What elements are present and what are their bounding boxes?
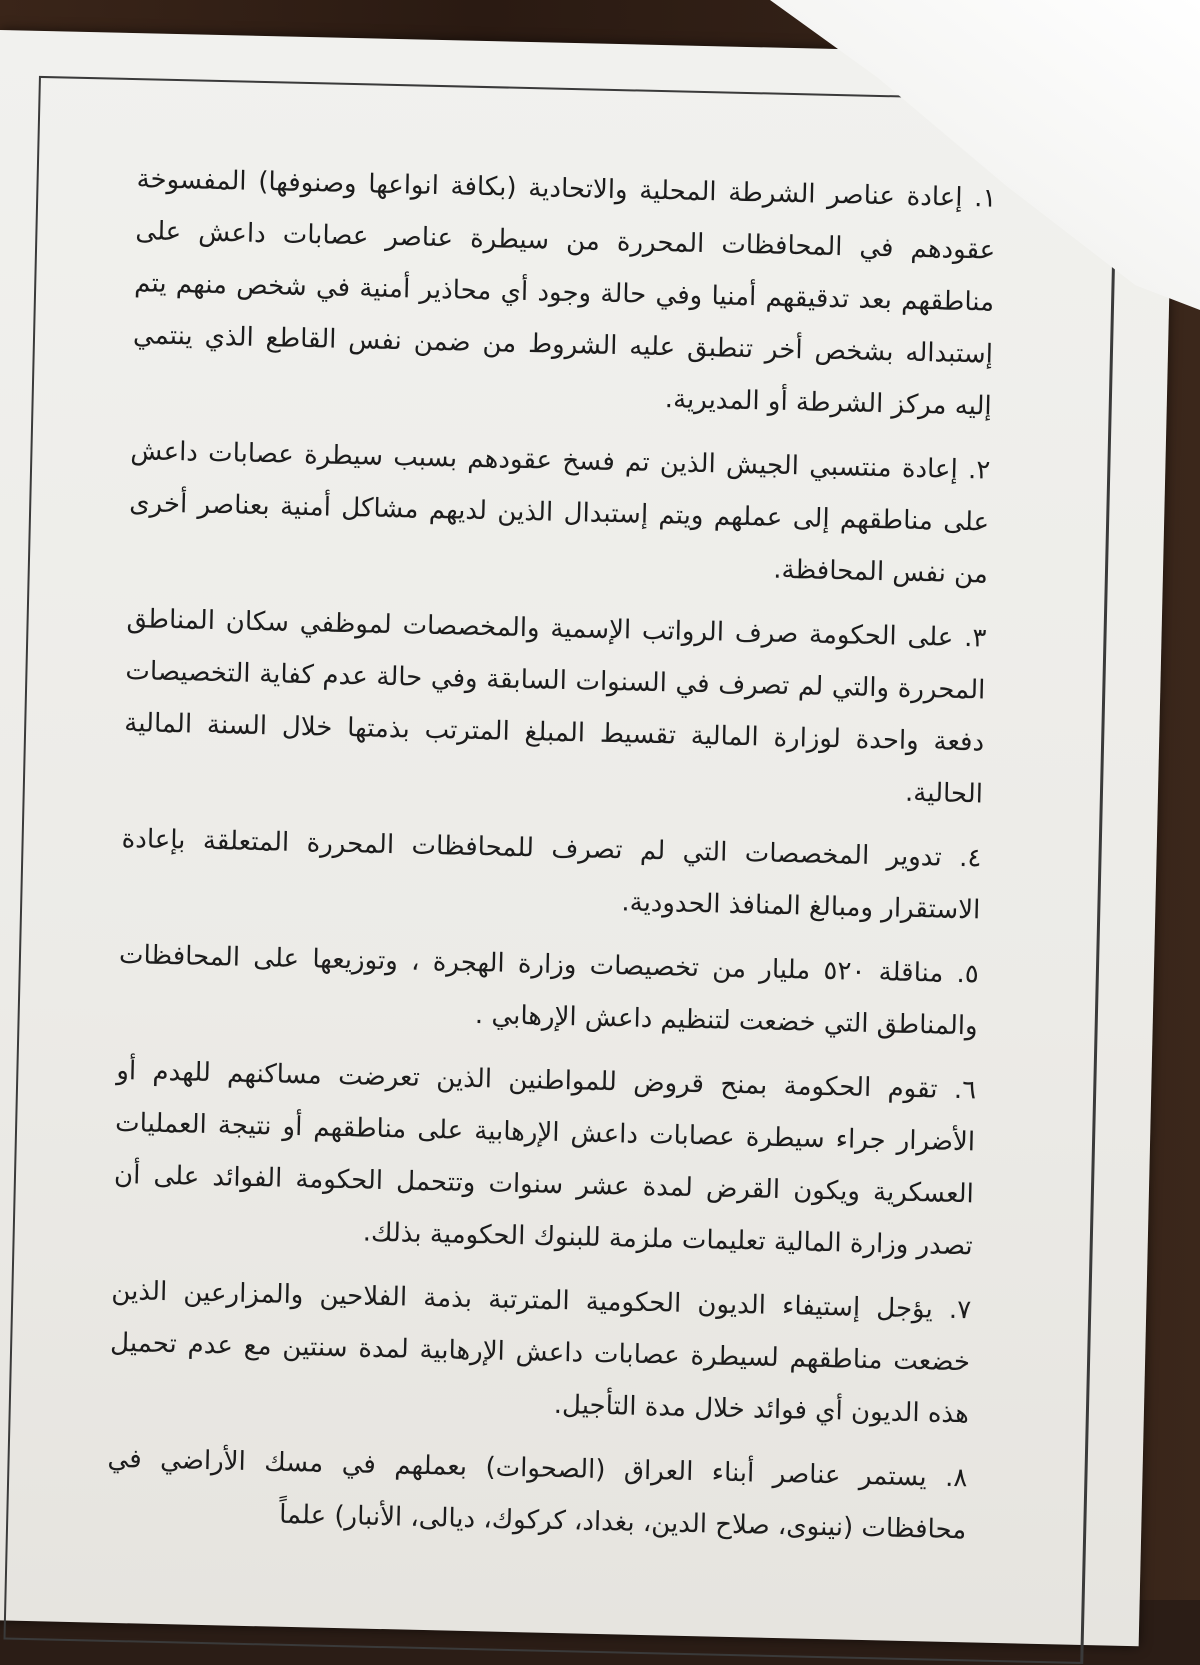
list-item-8: ٨. يستمر عناصر أبناء العراق (الصحوات) بعملهم في مسك الأراضي في محافظات (نينوى، صلاح الدين، بغداد، كركوك، ديالى، الأنبار) علماً [107, 1443, 968, 1546]
list-item-4: ٤. تدوير المخصصات التي لم تصرف للمحافظات المحررة المتعلقة بإعادة الاستقرار ومبالغ المنافذ الحدودية. [121, 823, 982, 926]
document-body [106, 153, 997, 1568]
list-item-7: ٧. يؤجل إستيفاء الديون الحكومية المترتبة بذمة الفلاحين والمزارعين الذين خضعت مناطقهم لسيطرة عصابات داعش الإرهابية لمدة سنتين مع عدم تحميل هذه الديون أي فوائد خلال مدة التأجيل. [109, 1275, 972, 1430]
list-item-6: ٦. تقوم الحكومة بمنح قروض للمواطنين الذين تعرضت مساكنهم للهدم أو الأضرار جراء سيطرة عصابات داعش الإرهابية على مناطقهم أو نتيجة العمليات العسكرية ويكون القرض لمدة عشر سنوات وتتحمل الحكومة الفوائد على أن تصدر وزارة المالية تعليمات ملزمة للبنوك الحكومية بذلك. [113, 1055, 977, 1262]
list-item-3: ٣. على الحكومة صرف الرواتب الإسمية والمخصصات لموظفي سكان المناطق المحررة والتي لم تصرف في السنوات السابقة وفي حالة عدم كفاية التخصيصات دفعة واحدة لوزارة المالية تقسيط المبلغ المترتب بذمتها خلال السنة المالية الحالية. [123, 604, 987, 810]
list-item-1: ١. إعادة عناصر الشرطة المحلية والاتحادية (بكافة انواعها وصنوفها) المفسوخة عقودهم في المحافظات المحررة من سيطرة عناصر عصابات داعش على مناطقهم بعد تدقيقهم أمنيا وفي حالة وجود أي محاذير أمنية في شخص منهم يتم إستبداله بشخص أخر تنطبق عليه الشروط من ضمن نفس القاطع الذي ينتمي إليه مركز الشرطة أو المديرية. [132, 164, 997, 422]
list-item-2: ٢. إعادة منتسبي الجيش الذين تم فسخ عقودهم بسبب سيطرة عصابات داعش على مناطقهم إلى عملهم ويتم إستبدال الذين لديهم مشاكل أمنية بعناصر أخرى من نفس المحافظة. [128, 436, 991, 590]
list-item-5: ٥. مناقلة ٥٢٠ مليار من تخصيصات وزارة الهجرة ، وتوزيعها على المحافظات والمناطق التي خضعت لتنظيم داعش الإرهابي . [118, 939, 980, 1042]
paper-sheet [0, 30, 1175, 1646]
